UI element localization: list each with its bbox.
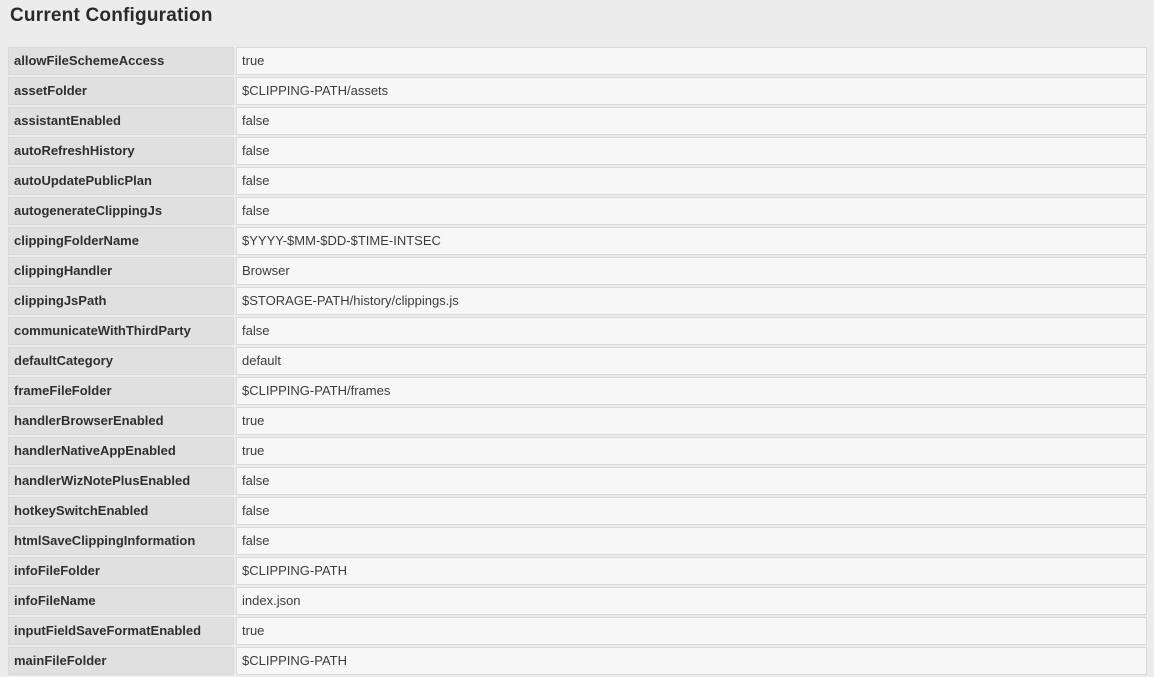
config-key-cell: assetFolder [8,77,234,105]
table-row [8,557,1147,585]
config-value-cell: true [236,437,1147,465]
config-value-cell: false [236,527,1147,555]
config-key-cell: handlerNativeAppEnabled [8,437,234,465]
config-value-cell: false [236,167,1147,195]
config-key-cell: handlerBrowserEnabled [8,407,234,435]
table-row [8,647,1147,675]
config-value-cell: $CLIPPING-PATH [236,647,1147,675]
config-value-cell: true [236,407,1147,435]
table-row [8,137,1147,165]
table-row [8,437,1147,465]
table-row [8,317,1147,345]
config-key-cell: htmlSaveClippingInformation [8,527,234,555]
table-row [8,497,1147,525]
table-row [8,227,1147,255]
table-row [8,527,1147,555]
table-row [8,467,1147,495]
config-value-cell: false [236,317,1147,345]
config-key-cell: clippingJsPath [8,287,234,315]
config-value-cell: $STORAGE-PATH/history/clippings.js [236,287,1147,315]
config-value-cell: true [236,617,1147,645]
config-value-cell: $CLIPPING-PATH [236,557,1147,585]
config-value-cell: false [236,467,1147,495]
config-value-cell: $CLIPPING-PATH/assets [236,77,1147,105]
config-value-cell: false [236,197,1147,225]
config-key-cell: frameFileFolder [8,377,234,405]
table-row [8,347,1147,375]
config-key-cell: autoUpdatePublicPlan [8,167,234,195]
table-row [8,47,1147,75]
config-key-cell: defaultCategory [8,347,234,375]
config-value-cell: Browser [236,257,1147,285]
config-key-cell: allowFileSchemeAccess [8,47,234,75]
config-value-cell: false [236,107,1147,135]
config-value-cell: $CLIPPING-PATH/frames [236,377,1147,405]
table-row [8,167,1147,195]
table-row [8,587,1147,615]
config-value-cell: false [236,497,1147,525]
config-key-cell: mainFileFolder [8,647,234,675]
config-key-cell: clippingHandler [8,257,234,285]
page-title: Current Configuration [10,5,213,26]
config-key-cell: autogenerateClippingJs [8,197,234,225]
table-row [8,407,1147,435]
config-key-cell: assistantEnabled [8,107,234,135]
config-key-cell: autoRefreshHistory [8,137,234,165]
config-value-cell: true [236,47,1147,75]
config-value-cell: false [236,137,1147,165]
config-key-cell: handlerWizNotePlusEnabled [8,467,234,495]
config-table-body [8,47,1147,675]
table-row [8,197,1147,225]
config-key-cell: clippingFolderName [8,227,234,255]
config-value-cell: $YYYY-$MM-$DD-$TIME-INTSEC [236,227,1147,255]
config-key-cell: inputFieldSaveFormatEnabled [8,617,234,645]
config-value-cell: index.json [236,587,1147,615]
table-row [8,257,1147,285]
table-row [8,377,1147,405]
config-key-cell: hotkeySwitchEnabled [8,497,234,525]
config-key-cell: infoFileName [8,587,234,615]
table-row [8,77,1147,105]
table-row [8,287,1147,315]
config-table [6,45,1149,677]
config-value-cell: default [236,347,1147,375]
config-key-cell: communicateWithThirdParty [8,317,234,345]
table-row [8,107,1147,135]
config-key-cell: infoFileFolder [8,557,234,585]
table-row [8,617,1147,645]
